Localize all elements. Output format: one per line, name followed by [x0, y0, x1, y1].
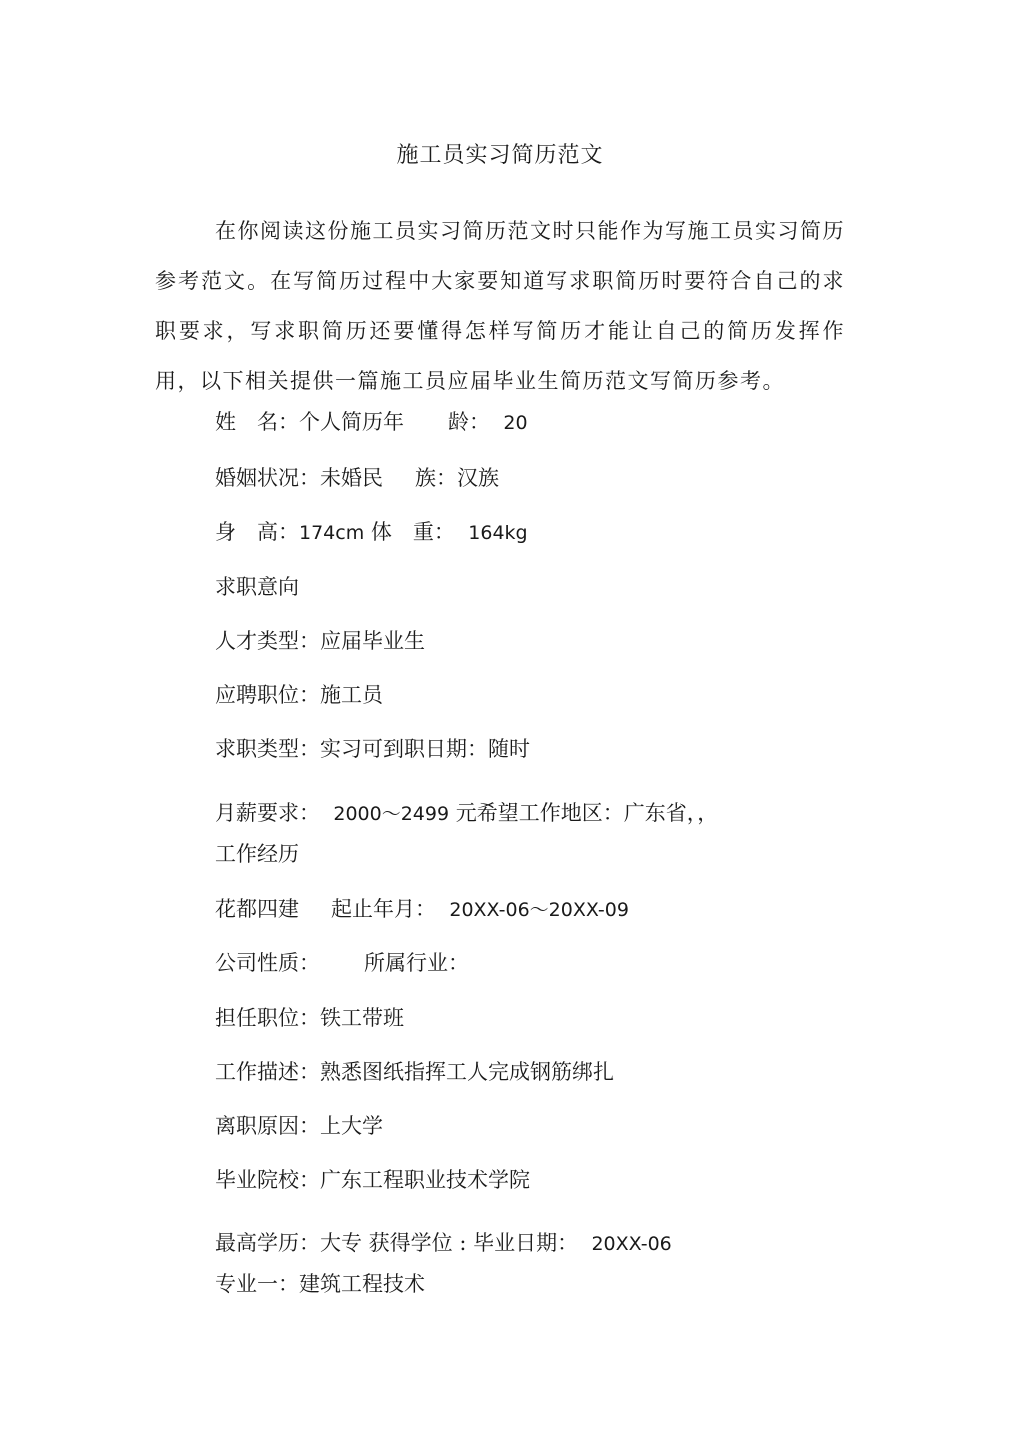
- talent-type-line: 人才类型：应届毕业生: [215, 629, 425, 653]
- height-weight-line: [215, 516, 528, 546]
- salary-line: [215, 797, 718, 827]
- period-value: 20XX-06～20XX-09: [449, 899, 629, 921]
- marital-ethnic-line: [215, 462, 499, 492]
- marital-value: 未婚民: [320, 466, 383, 490]
- salary-rest: 元希望工作地区：广东省，，: [455, 801, 719, 825]
- company-nature-label: 公司性质：: [215, 951, 320, 975]
- salary-label: 月薪要求：: [215, 801, 320, 825]
- age-value: 20: [503, 412, 528, 434]
- company-name: 花都四建: [215, 897, 299, 921]
- ethnic-label: 族：: [415, 466, 457, 490]
- major-line: 专业一：建筑工程技术: [215, 1272, 425, 1296]
- degree-text: 最高学历：大专 获得学位 : 毕业日期：: [215, 1231, 579, 1255]
- height-label: 身 高：: [215, 520, 299, 544]
- weight-label: 体 重：: [370, 520, 455, 544]
- weight-value: 164kg: [468, 522, 528, 544]
- intention-heading: 求职意向: [215, 575, 299, 599]
- grad-date: 20XX-06: [591, 1233, 672, 1255]
- industry-label: 所属行业：: [364, 951, 469, 975]
- position-line: 应聘职位：施工员: [215, 683, 383, 707]
- age-label: 龄：: [448, 410, 490, 434]
- degree-line: [215, 1227, 672, 1257]
- experience-heading: 工作经历: [215, 842, 299, 866]
- company-period-line: [215, 893, 629, 923]
- intro-paragraph: 在你阅读这份施工员实习简历范文时只能作为写施工员实习简历参考范文。在写简历过程中大家要知道写求职简历时要符合自己的求职要求，写求职简历还要懂得怎样写简历才能让自己的简历发挥作用，以下相关提供一篇施工员应届毕业生简历范文写简历参考。: [155, 219, 845, 393]
- name-label: 姓 名：: [215, 410, 299, 434]
- description-line: 工作描述：熟悉图纸指挥工人完成钢筋绑扎: [215, 1060, 614, 1084]
- name-age-line: [215, 406, 528, 436]
- marital-label: 婚姻状况：: [215, 466, 320, 490]
- period-label: 起止年月：: [331, 897, 436, 921]
- name-value: 个人简历年: [299, 410, 404, 434]
- role-line: 担任职位：铁工带班: [215, 1006, 404, 1030]
- salary-value: 2000～2499: [333, 803, 450, 825]
- leave-reason-line: 离职原因：上大学: [215, 1114, 383, 1138]
- ethnic-value: 汉族: [457, 466, 499, 490]
- height-value: 174cm: [299, 522, 365, 544]
- document-title: 施工员实习简历范文: [396, 143, 604, 168]
- company-nature-line: [215, 947, 469, 977]
- school-line: 毕业院校：广东工程职业技术学院: [215, 1168, 530, 1192]
- job-type-line: 求职类型：实习可到职日期：随时: [215, 737, 530, 761]
